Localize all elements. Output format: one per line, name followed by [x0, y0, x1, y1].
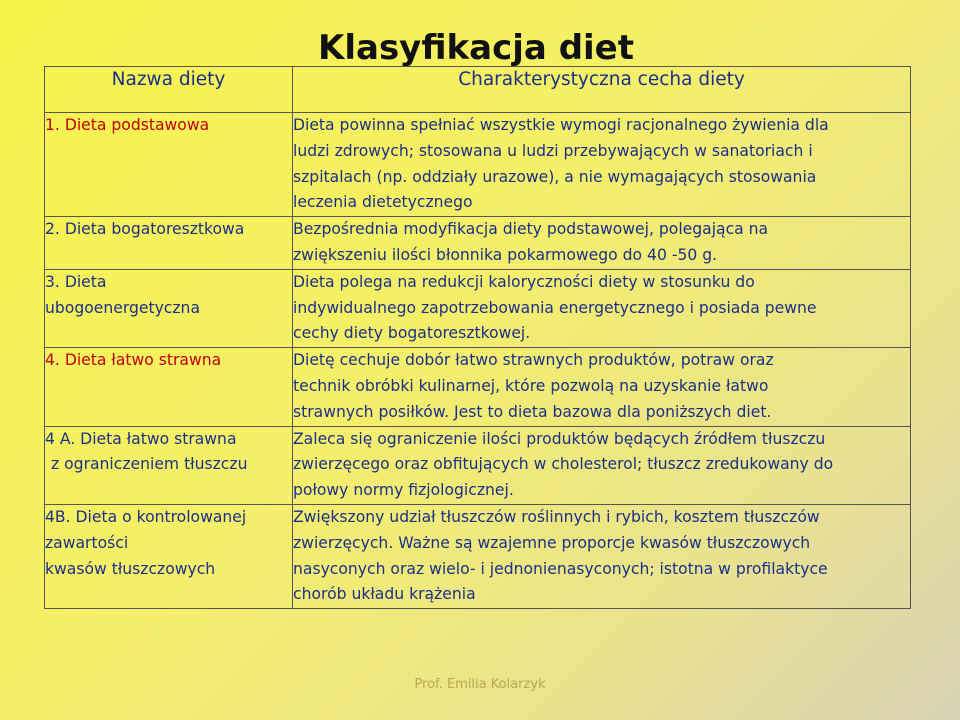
diet-name-cell: [45, 269, 293, 347]
table-row: [45, 504, 911, 608]
diet-name-line: kwasów tłuszczowych: [45, 559, 216, 578]
table-row: [45, 269, 911, 347]
diet-description-line: zwierzęcego oraz obfitujących w cholesterol; tłuszcz zredukowany do: [293, 455, 834, 474]
diet-description-line: leczenia dietetycznego: [293, 193, 473, 212]
diet-description-line: chorób układu krążenia: [293, 585, 476, 604]
diet-description-line: nasyconych oraz wielo- i jednonienasyconych; istotna w profilaktyce: [293, 559, 828, 578]
header-diet-name: Nazwa diety: [45, 67, 293, 113]
diet-name-line: z ograniczeniem tłuszczu: [51, 455, 248, 474]
slide-title: Klasyfikacja diet: [318, 28, 634, 68]
diet-description-line: zwiększeniu ilości błonnika pokarmowego do 40 -50 g.: [293, 245, 718, 264]
diet-name-cell: [45, 217, 293, 270]
diet-name-line: 1. Dieta podstawowa: [45, 116, 210, 134]
table-header-row: [45, 67, 911, 113]
diet-description-cell: [293, 269, 911, 347]
diet-name-cell: [45, 113, 293, 217]
diet-name-line: 4B. Dieta o kontrolowanej: [45, 507, 247, 526]
diet-description-line: strawnych posiłków. Jest to dieta bazowa dla poniższych diet.: [293, 402, 772, 421]
diet-description-line: Zwiększony udział tłuszczów roślinnych i rybich, kosztem tłuszczów: [293, 507, 820, 526]
diet-description-line: Dieta polega na redukcji kaloryczności diety w stosunku do: [293, 272, 755, 291]
table-row: [45, 348, 911, 426]
diet-name-line: 4. Dieta łatwo strawna: [45, 351, 222, 370]
diet-description-cell: [293, 426, 911, 504]
diet-description-line: zwierzęcych. Ważne są wzajemne proporcje kwasów tłuszczowych: [293, 533, 811, 552]
header-characteristic: Charakterystyczna cecha diety: [293, 67, 911, 113]
diet-description-line: Zaleca się ograniczenie ilości produktów będących źródłem tłuszczu: [293, 429, 826, 448]
diet-name-line: 4 A. Dieta łatwo strawna: [45, 429, 237, 448]
table-row: [45, 426, 911, 504]
diet-description-line: szpitalach (np. oddziały urazowe), a nie wymagających stosowania: [293, 167, 817, 186]
diet-description-line: połowy normy fizjologicznej.: [293, 481, 514, 500]
table-row: [45, 217, 911, 270]
diet-description-line: Bezpośrednia modyfikacja diety podstawowej, polegająca na: [293, 220, 769, 239]
diet-description-line: Dieta powinna spełniać wszystkie wymogi racjonalnego żywienia dla: [293, 116, 829, 134]
diet-name-cell: [45, 504, 293, 608]
diet-description-cell: [293, 113, 911, 217]
diet-description-cell: [293, 217, 911, 270]
diet-description-cell: [293, 504, 911, 608]
diet-name-line: ubogoenergetyczna: [45, 298, 201, 317]
diet-description-line: Dietę cechuje dobór łatwo strawnych produktów, potraw oraz: [293, 351, 774, 370]
diet-description-line: technik obróbki kulinarnej, które pozwolą na uzyskanie łatwo: [293, 376, 769, 395]
diet-classification-table: [44, 66, 911, 609]
diet-name-cell: [45, 426, 293, 504]
diet-name-line: 3. Dieta: [45, 272, 107, 291]
diet-name-cell: [45, 348, 293, 426]
diet-description-cell: [293, 348, 911, 426]
diet-description-line: ludzi zdrowych; stosowana u ludzi przebywających w sanatoriach i: [293, 141, 813, 160]
diet-description-line: cechy diety bogatoresztkowej.: [293, 324, 531, 343]
diet-name-line: 2. Dieta bogatoresztkowa: [45, 220, 245, 239]
table-row: [45, 113, 911, 217]
author-footer: Prof. Emilia Kolarzyk: [414, 677, 546, 692]
diet-description-line: indywidualnego zapotrzebowania energetycznego i posiada pewne: [293, 298, 817, 317]
diet-name-line: zawartości: [45, 533, 129, 552]
